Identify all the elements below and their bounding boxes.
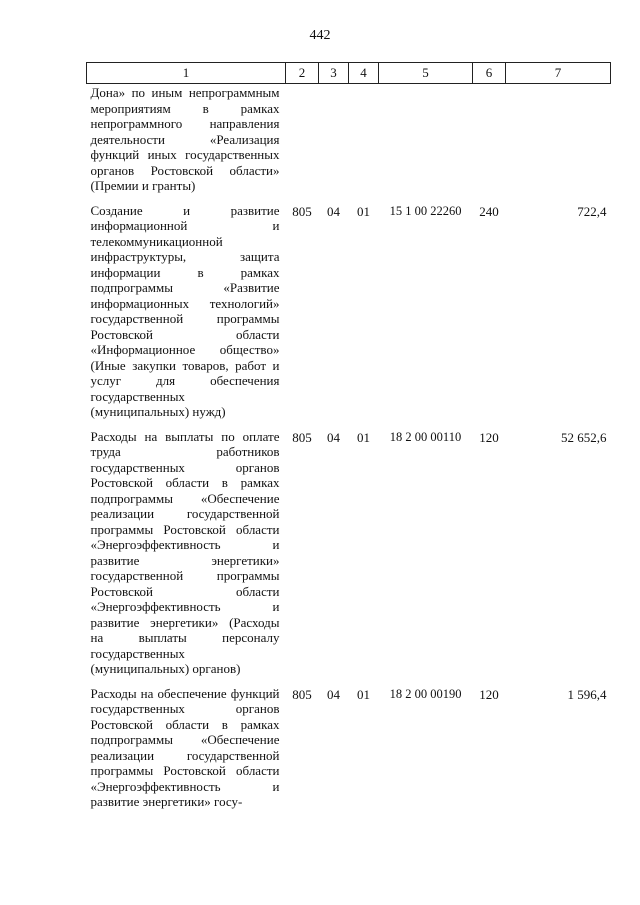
header-row: [87, 63, 611, 84]
header-col-2: 2: [286, 63, 319, 84]
header-col-4: 4: [349, 63, 379, 84]
row-amount: 52 652,6: [561, 429, 607, 445]
table-row: [87, 84, 611, 202]
row-section-code: 04: [327, 429, 340, 445]
table-row: [87, 685, 611, 818]
row-amount: 1 596,4: [567, 686, 607, 702]
row-ministry-code: [286, 84, 319, 202]
row-target-article: 18 2 00 00190: [389, 686, 462, 701]
header-col-6: 6: [473, 63, 506, 84]
header-col-5: 5: [379, 63, 473, 84]
row-ministry-code: 805: [292, 686, 312, 702]
page-number: 442: [309, 28, 331, 43]
row-target-article: [379, 84, 473, 202]
row-ministry-code: 805: [292, 203, 312, 219]
budget-table: [86, 62, 611, 818]
row-amount: 722,4: [577, 203, 607, 219]
row-target-article: 15 1 00 22260: [389, 203, 462, 218]
row-expense-type: 240: [479, 203, 499, 219]
row-section-code: [319, 84, 349, 202]
row-subsection-code: [349, 84, 379, 202]
row-description: Дона» по иным непрограммным мероприятиям в рамках непрограммного направления деятельности «Реализация функций иных государственных органов Ростовской области» (Премии и гранты): [90, 85, 280, 193]
table-row: [87, 428, 611, 685]
row-expense-type: 120: [479, 686, 499, 702]
row-target-article: 18 2 00 00110: [389, 429, 462, 444]
row-section-code: 04: [327, 686, 340, 702]
table-row: [87, 202, 611, 428]
row-description: Расходы на выплаты по оплате труда работников государственных органов Ростовской области в рамках подпрограммы «Обеспечение реализации государственной программы Ростовской области «Энергоэффективность и развитие энергетики» государственной программы Ростовской области «Энергоэффективность и развитие энергетики» (Расходы на выплаты персоналу государственных (муниципальных) органов): [90, 428, 280, 676]
header-col-1: 1: [87, 63, 286, 84]
header-col-3: 3: [319, 63, 349, 84]
header-col-7: 7: [506, 63, 611, 84]
row-amount: [506, 84, 611, 202]
row-expense-type: [473, 84, 506, 202]
row-subsection-code: 01: [357, 686, 370, 702]
row-ministry-code: 805: [292, 429, 312, 445]
row-expense-type: 120: [479, 429, 499, 445]
row-description: Создание и развитие информационной и телекоммуникационной инфраструктуры, защита информации в рамках подпрограммы «Развитие информационных технологий» государственной программы Ростовской области «Информационное общество» (Иные закупки товаров, работ и услуг для обеспечения государственных (муниципальных) нужд): [90, 202, 280, 419]
row-section-code: 04: [327, 203, 340, 219]
row-subsection-code: 01: [357, 203, 370, 219]
row-subsection-code: 01: [357, 429, 370, 445]
row-description: Расходы на обеспечение функций государственных органов Ростовской области в рамках подпрограммы «Обеспечение реализации государственной программы Ростовской области «Энергоэффективность и развитие энергетики» госу-: [90, 685, 280, 809]
